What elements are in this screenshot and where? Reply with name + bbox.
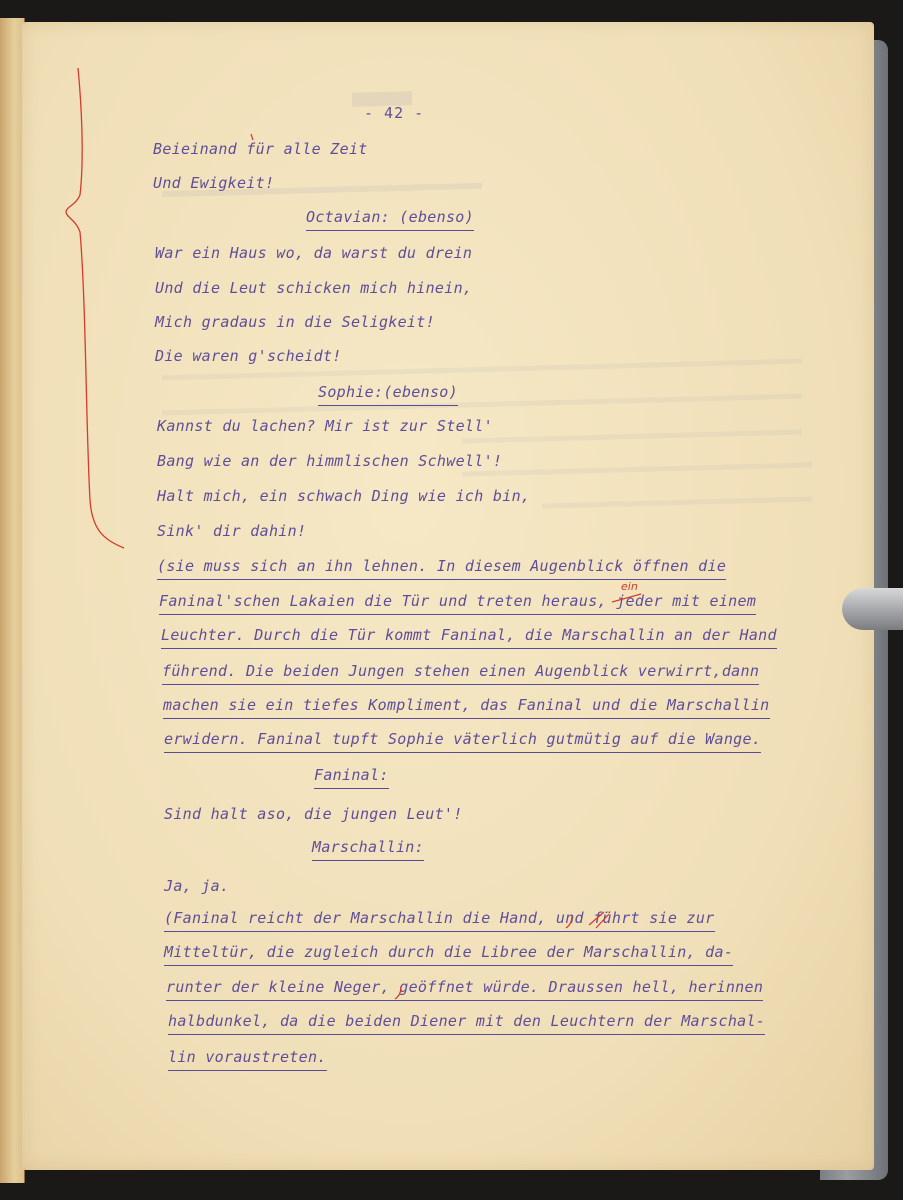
text-line: Mich gradaus in die Seligkeit! xyxy=(155,313,435,331)
binder-clip xyxy=(842,588,903,630)
show-through-mark xyxy=(462,462,812,476)
show-through-mark xyxy=(462,430,802,444)
stage-direction-line: runter der kleine Neger, geöffnet würde. Draussen hell, herinnen xyxy=(166,978,763,1001)
stage-direction-line: (sie muss sich an ihn lehnen. In diesem Augenblick öffnen die xyxy=(157,557,726,580)
stage-direction-line: lin voraustreten. xyxy=(168,1048,327,1071)
speaker-heading-marschallin: Marschallin: xyxy=(312,838,424,861)
stage-direction-line: führend. Die beiden Jungen stehen einen Augenblick verwirrt,dann xyxy=(162,662,759,685)
speaker-heading-sophie: Sophie:(ebenso) xyxy=(318,383,458,406)
stage-direction-line: (Faninal reicht der Marschallin die Hand, und führt sie zur xyxy=(164,909,715,932)
text-line: Und Ewigkeit! xyxy=(153,174,275,192)
show-through-mark xyxy=(162,394,802,416)
stage-direction-line: halbdunkel, da die beiden Diener mit den Leuchtern der Marschal- xyxy=(168,1012,765,1035)
speaker-heading-faninal: Faninal: xyxy=(314,766,389,789)
page-number: - 42 - xyxy=(364,104,425,122)
text-line: Ja, ja. xyxy=(164,877,230,895)
show-through-mark xyxy=(542,496,812,508)
typescript-page xyxy=(22,22,874,1170)
stage-direction-line: Leuchter. Durch die Tür kommt Faninal, die Marschallin an der Hand xyxy=(161,626,777,649)
text-line: War ein Haus wo, da warst du drein xyxy=(155,244,473,262)
text-line: Kannst du lachen? Mir ist zur Stell' xyxy=(157,417,493,435)
text-line: Halt mich, ein schwach Ding wie ich bin, xyxy=(157,487,531,505)
text-line: Und die Leut schicken mich hinein, xyxy=(155,279,473,297)
text-line: Die waren g'scheidt! xyxy=(155,347,342,365)
stage-direction-line: Faninal'schen Lakaien die Tür und treten heraus, jeder mit einem xyxy=(159,592,756,615)
speaker-heading-octavian: Octavian: (ebenso) xyxy=(306,208,474,231)
correction-ein: ein xyxy=(621,580,638,593)
text-line: Bang wie an der himmlischen Schwell'! xyxy=(157,452,503,470)
text-line: Sind halt aso, die jungen Leut'! xyxy=(164,805,463,823)
text-line: Sink' dir dahin! xyxy=(157,522,307,540)
stage-direction-line: machen sie ein tiefes Kompliment, das Faninal und die Marschallin xyxy=(163,696,770,719)
stage-direction-line: erwidern. Faninal tupft Sophie väterlich gutmütig auf die Wange. xyxy=(164,730,761,753)
text-line: Beieinand für alle Zeit xyxy=(153,140,368,158)
stage-direction-line: Mitteltür, die zugleich durch die Libree der Marschallin, da- xyxy=(164,943,733,966)
